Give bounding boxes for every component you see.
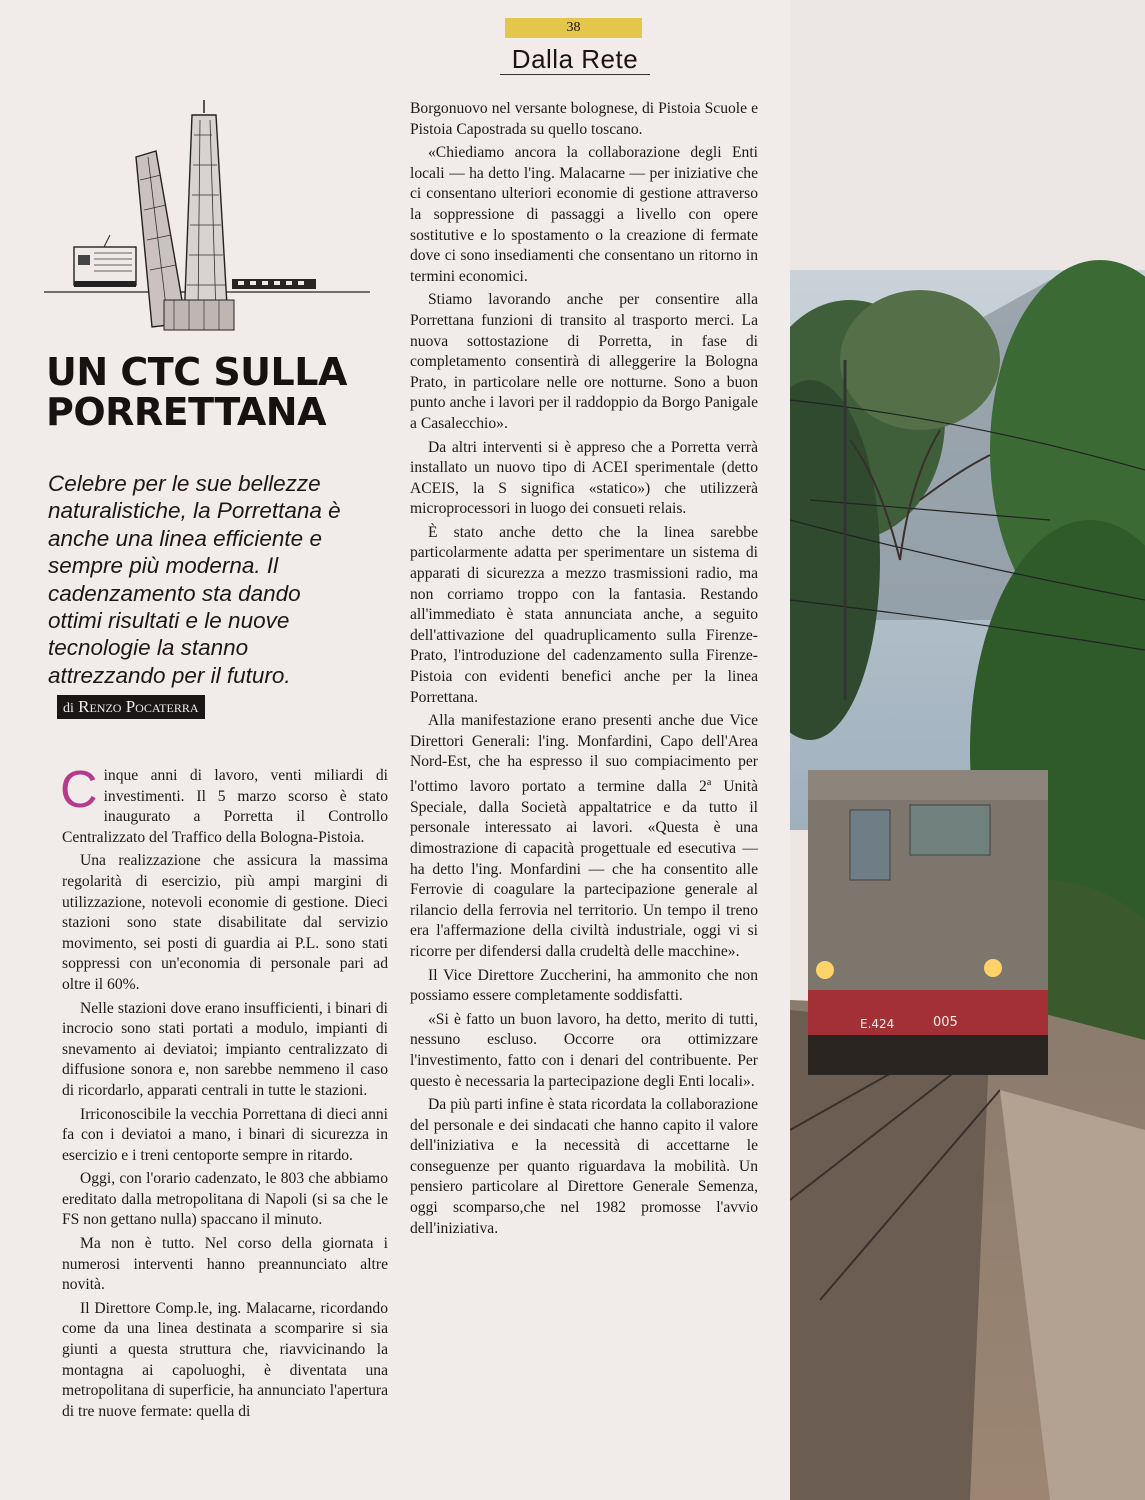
paragraph: «Chiediamo ancora la collaborazione degli Enti locali — ha detto l'ing. Malacarne — per iniziative che ci consentano ulteriori economie di gestione attraverso la soppressione di passaggi a livello con opere sostitutive e lo spostamento o la creazione di fermate dove ci sono insediamenti che consentano un ritorno in termini economici. (410, 144, 758, 285)
byline-prefix: di (63, 701, 74, 716)
paragraph: Da altri interventi si è appreso che a Porretta verrà installato un nuovo tipo di ACEI sperimentale (detto ACEIS, la S significa «statico») che utilizzerà microprocessori in luogo dei consueti relais. (410, 438, 758, 518)
byline-author: Renzo Pocaterra (78, 697, 199, 716)
paragraph: Oggi, con l'orario cadenzato, le 803 che abbiamo ereditato dalla metropolitana di Napoli (si sa che le FS non gettano nulla) spaccano il minuto. (62, 1170, 388, 1229)
lede: Celebre per le sue bellezze naturalistiche, la Porrettana è anche una linea efficiente e sempre più moderna. Il cadenzamento sta dando ottimi risultati e le nuove tecnologie la stanno attrezzando per il futuro. (48, 471, 341, 688)
page-number: 38 (505, 18, 642, 38)
locomotive-photo (790, 0, 1145, 1500)
paragraph: Borgonuovo nel versante bolognese, di Pistoia Scuole e Pistoia Capostrada su quello toscano. (410, 100, 758, 138)
paragraph: È stato anche detto che la linea sarebbe particolarmente adatta per sperimentare un sistema di apparati di sicurezza a mezzo trasmissioni radio, ma non corriamo troppo con la fantasia. Restando all'immediato è stata annunciata anche, a seguito dell'attivazione del quadruplicamento sulla Firenze-Prato, l'introduzione del cadenzamento sulla Firenze-Pistoia con evidenti benefici anche per la linea Porrettana. (410, 523, 758, 706)
paragraph: Nelle stazioni dove erano insufficienti, i binari di incrocio sono stati portati a modulo, impianti di snevamento ai deviatoi; impianto centralizzato di diffusione sonora e, non sarebbe nemmeno il caso di ricordarlo, apparati centrali in tutte le stazioni. (62, 999, 388, 1099)
paragraph-text: Unità Speciale, dalla Società appaltatrice e da tutto il personale interessato ai lavori. «Questa è una dimostrazione di capacità progettuale ed esecutiva — ha detto l'ing. Monfardini — che ha consentito alle Ferrovie di coagulare la partecipazione generale al rilancio della ferrovia nel territorio. Un tempo il treno era l'affermazione della civiltà industriale, oggi vi si ricorre per difendersi dalla crudeltà delle macchine». (410, 778, 758, 960)
loco-plate-right: 005 (933, 1015, 958, 1030)
paragraph: Ma non è tutto. Nel corso della giornata i numerosi interventi hanno preannunciato altre novità. (62, 1235, 388, 1294)
article-column-1 (60, 761, 388, 1425)
paragraph (60, 761, 388, 848)
train-photo (790, 0, 1145, 1500)
article-column-2 (410, 99, 758, 1242)
byline (57, 695, 205, 719)
paragraph: Da più parti infine è stata ricordata la collaborazione del personale e dei sindacati che hanno capito il valore dell'iniziativa e la necessità di accettarne le conseguenze per quanto riguardava la mobilità. Un pensiero particolare al Direttore Generale Semenza, oggi scomparso,che nel 1982 promosse l'avvio dell'iniziativa. (410, 1096, 758, 1237)
loco-plate-left: E.424 (860, 1017, 895, 1031)
paragraph-text: Alla manifestazione erano presenti anche due Vice Direttori Generali: l'ing. Monfardini, Capo dell'Area Nord-Est, che ha espresso il suo compiacimento per l'ottimo lavoro portato a termine dalla 2 (410, 712, 758, 796)
drop-cap: C (60, 761, 98, 819)
paragraph: Il Direttore Comp.le, ing. Malacarne, ricordando come da una linea destinata a scomparire si sia giunti a questa struttura che, riavvicinando la montagna ai capoluoghi, è diventata una metropolitana di superficie, ha annunciato l'apertura di tre nuove fermate: quella di (62, 1299, 388, 1420)
section-title: Dalla Rete (511, 44, 639, 74)
paragraph: Stiamo lavorando anche per consentire alla Porrettana funzioni di transito al trasporto merci. La nuova sottostazione di Porretta, in fase di completamento consentirà di alleggerire la Bologna Prato, in particolare nelle ore notturne. Sono a buon punto anche i lavori per il raddoppio da Borgo Panigale a Casalecchio». (410, 291, 758, 432)
ordinal-superscript: a (706, 777, 712, 788)
paragraph (410, 711, 758, 962)
paragraph-text: inque anni di lavoro, venti miliardi di investimenti. Il 5 marzo scorso è stato inaugurato a Porretta il Controllo Centralizzato del Traffico della Bologna-Pistoia. (62, 767, 388, 846)
paragraph: Una realizzazione che assicura la massima regolarità di esercizio, più ampi margini di utilizzazione, notevoli economie di gestione. Dieci stazioni sono state disabilitate dal servizio movimento, sei posti di guardia ai P.L. sono stati soppressi con un'economia di personale pari ad oltre il 60%. (62, 852, 388, 993)
section-rule (500, 74, 650, 75)
headline: UN CTC SULLA PORRETTANA (46, 350, 347, 434)
paragraph: Irriconoscibile la vecchia Porrettana di dieci anni fa con i deviatoi a mano, i binari di sicurezza in esercizio e i treni centoporte sempre in ritardo. (62, 1105, 388, 1164)
paragraph: «Si è fatto un buon lavoro, ha detto, merito di tutti, nessuno escluso. Occorre ora ottimizzare l'investimento, fatto con i denari del contribuente. Per questo è necessaria la partecipazione degli Enti locali». (410, 1010, 758, 1090)
towers-train-illustration (44, 95, 374, 340)
paragraph: Il Vice Direttore Zuccherini, ha ammonito che non possiamo essere completamente soddisfatti. (410, 966, 758, 1005)
